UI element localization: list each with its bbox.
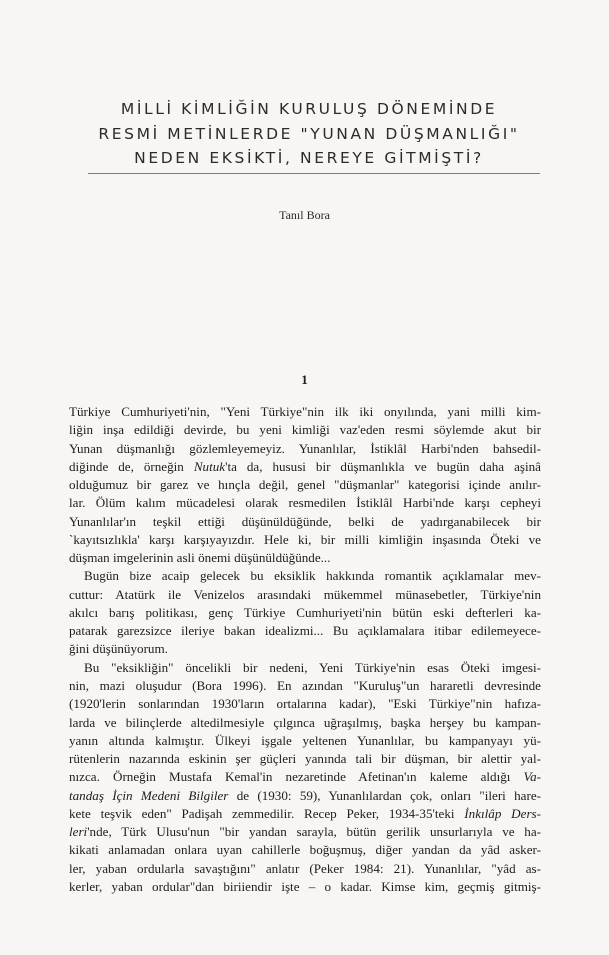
text-line: lar. Ölüm kalım mücadelesi olarak resmedilen İstiklâl Harbi'nde karşı cepheyi: [69, 495, 541, 511]
text-line: kete teşvik eden" Padişah zemmedilir. Recep Peker, 1934-35'teki İnkılâp Ders-: [69, 805, 541, 821]
text-line: yanın altında kalmıştır. Ülkeyi işgale yeltenen Yunanlılar, bu kampanyayı yü-: [69, 732, 541, 748]
text-line: Yunanlılar'ın teşkil ettiği düşünüldüğünde, belki de yadırganabilecek bir: [69, 513, 541, 529]
text-line: leri'nde, Türk Ulusu'nun "bir yandan sarayla, bütün gerilik unsurlarıyla ve ha-: [69, 824, 541, 840]
text-line: (1920'lerin sonlarından 1930'ların ortalarına kadar), "Eski Türkiye"nin hafıza-: [69, 696, 541, 712]
title-line: NEDEN EKSİKTİ, NEREYE GİTMİŞTİ?: [134, 149, 484, 167]
book-title-vatandas: Va-: [523, 769, 541, 785]
book-title-inkilap: leri: [69, 824, 88, 840]
book-title-inkilap: İnkılâp Ders-: [464, 805, 541, 821]
text-line: Türkiye Cumhuriyeti'nin, "Yeni Türkiye"nin ilk iki onyılında, yani milli kim-: [69, 404, 541, 419]
section-number: 1: [301, 372, 308, 387]
body-text: [69, 403, 541, 896]
author-name: Tanıl Bora: [279, 208, 330, 222]
text-line: liğin inşa edildiği devirde, bu yeni kimliği vaz'eden resmi söylemde akut bir: [69, 422, 541, 438]
text-line: Yunan düşmanlığı gözlemleyemeyiz. Yunanlılar, İstiklâl Harbi'nden bahsedil-: [69, 440, 541, 456]
book-title-vatandas: tandaş İçin Medeni Bilgiler: [69, 787, 229, 803]
text-line: larda ve bilinçlerde altedilmesiyle çılgınca uğraşılmış, başka herşey bu kampan-: [69, 714, 541, 730]
text-line: ğini düşünüyorum.: [69, 641, 168, 657]
text-line: düşman imgelerinin asli önemi düşünüldüğünde...: [69, 550, 331, 566]
book-title-nutuk: Nutuk: [193, 458, 226, 474]
text-line: patarak garezsizce ileriye bakan idealizmi... Bu açıklamalara itibar edilemeyece-: [69, 623, 541, 639]
text-line: kerler, yaban ordular"dan biriiendir işte – o kadar. Kimse kim, geçmiş gitmiş-: [69, 878, 541, 894]
title-line: MİLLİ KİMLİĞİN KURULUŞ DÖNEMİNDE: [120, 100, 498, 118]
text-line: nızca. Örneğin Mustafa Kemal'in nezaretinde Afetinan'ın kaleme aldığı Va-: [69, 769, 541, 785]
text-line: `kayıtsızlıkla' karşı karşıyayızdır. Hele ki, bir milli kimliğin inşasında Öteki ve: [69, 531, 541, 547]
text-line: diğinde de, örneğin Nutuk'ta da, hususi bir düşmanlıkla ve bugün daha aşinâ: [69, 458, 541, 474]
text-line: Bugün bize acaip gelecek bu eksiklik hakkında romantik açıklamalar mev-: [84, 568, 541, 584]
title-line: RESMİ METİNLERDE "YUNAN DÜŞMANLIĞI": [98, 124, 520, 143]
text-line: ler, yaban ordularla savaştığını" anlatır (Peker 1984: 21). Yunanlılar, "yâd as-: [69, 860, 541, 876]
title-divider: [88, 173, 540, 174]
text-line: Bu "eksikliğin" öncelikli bir nedeni, Yeni Türkiye'nin esas Öteki imgesi-: [84, 659, 541, 675]
article-title: [40, 97, 578, 171]
text-line: cuttur: Atatürk ile Venizelos arasındaki mükemmel münasebetler, Türkiye'nin: [69, 586, 541, 602]
text-line: rütenlerin nazarında eskinin şer güçleri yanında tali bir düşman, bir alettir yal-: [69, 751, 541, 767]
text-line: kikati anlamadan onlara uyan cahillerle boğuşmuş, diğer yandan da yâd asker-: [69, 842, 541, 858]
text-line: nin, mazi oluşudur (Bora 1996). En azından "Kuruluş"un hararetli devresinde: [69, 677, 541, 693]
text-line: olduğumuz bir garez ve hınçla değil, genel "düşmanlar" kategorisi içinde anılır-: [69, 477, 541, 493]
text-line: tandaş İçin Medeni Bilgiler de (1930: 59), Yunanlılardan çok, onları "ileri hare-: [69, 787, 541, 803]
text-line: akılcı barış politikası, genç Türkiye Cumhuriyeti'nin bütün eski defterleri ka-: [69, 604, 541, 620]
